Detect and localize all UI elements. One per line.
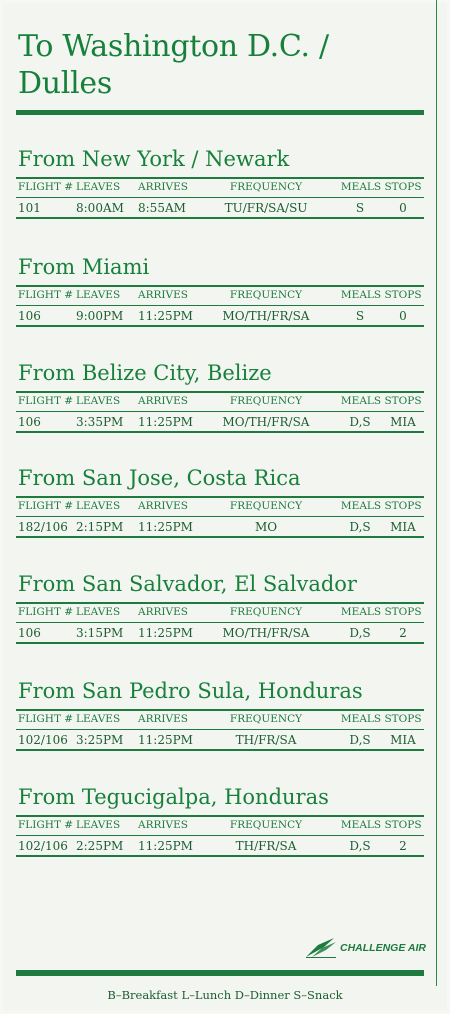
frequency: MO bbox=[254, 520, 278, 534]
departure-time: 8:00AM bbox=[76, 201, 124, 215]
stops: 0 bbox=[399, 201, 407, 215]
flight-number: 101 bbox=[18, 201, 41, 215]
stops: 2 bbox=[399, 626, 407, 640]
col-flight-header: FLIGHT # bbox=[18, 395, 74, 407]
arrival-time: 11:25PM bbox=[138, 520, 193, 534]
col-flight-header: FLIGHT # bbox=[18, 181, 74, 193]
col-flight-header: FLIGHT # bbox=[18, 500, 74, 512]
flight-number: 106 bbox=[18, 626, 41, 640]
title-divider bbox=[16, 110, 424, 115]
frequency: TH/FR/SA bbox=[235, 733, 297, 747]
col-arrives-header: ARRIVES bbox=[138, 500, 188, 512]
stops: MIA bbox=[390, 733, 416, 747]
right-margin-line bbox=[436, 0, 437, 986]
frequency: MO/TH/FR/SA bbox=[222, 626, 310, 640]
table-row bbox=[16, 623, 424, 642]
col-stops-header: STOPS bbox=[384, 713, 422, 725]
page-title-line-1: To Washington D.C. / bbox=[18, 29, 329, 64]
col-meals-header: MEALS bbox=[340, 395, 382, 407]
table-row bbox=[16, 730, 424, 749]
wing-logo-icon bbox=[304, 936, 338, 958]
table-header bbox=[16, 604, 424, 623]
departure-time: 3:15PM bbox=[76, 626, 124, 640]
col-frequency-header: FREQUENCY bbox=[229, 606, 303, 618]
table-row bbox=[16, 412, 424, 431]
meals: S bbox=[355, 201, 365, 215]
col-leaves-header: LEAVES bbox=[76, 181, 121, 193]
col-meals-header: MEALS bbox=[340, 606, 382, 618]
col-frequency-header: FREQUENCY bbox=[229, 395, 303, 407]
col-frequency-header: FREQUENCY bbox=[229, 713, 303, 725]
meals: D,S bbox=[349, 626, 371, 640]
origin-heading: From New York / Newark bbox=[18, 147, 290, 171]
col-leaves-header: LEAVES bbox=[76, 713, 121, 725]
stops: 2 bbox=[399, 839, 407, 853]
flight-table bbox=[16, 709, 424, 751]
table-header bbox=[16, 287, 424, 306]
col-stops-header: STOPS bbox=[384, 819, 422, 831]
table-header bbox=[16, 179, 424, 198]
departure-time: 3:25PM bbox=[76, 733, 124, 747]
flight-number: 106 bbox=[18, 309, 41, 323]
flight-section bbox=[16, 678, 424, 751]
table-header bbox=[16, 817, 424, 836]
flight-table bbox=[16, 496, 424, 538]
frequency: MO/TH/FR/SA bbox=[222, 309, 310, 323]
table-row bbox=[16, 306, 424, 325]
origin-heading: From San Salvador, El Salvador bbox=[18, 572, 357, 596]
flight-section bbox=[16, 254, 424, 327]
arrival-time: 11:25PM bbox=[138, 626, 193, 640]
departure-time: 9:00PM bbox=[76, 309, 124, 323]
col-stops-header: STOPS bbox=[384, 606, 422, 618]
stops: MIA bbox=[390, 520, 416, 534]
meals: D,S bbox=[349, 733, 371, 747]
frequency: MO/TH/FR/SA bbox=[222, 415, 310, 429]
col-arrives-header: ARRIVES bbox=[138, 289, 188, 301]
col-stops-header: STOPS bbox=[384, 181, 422, 193]
flight-number: 182/106 bbox=[18, 520, 68, 534]
col-meals-header: MEALS bbox=[340, 819, 382, 831]
stops: 0 bbox=[399, 309, 407, 323]
col-flight-header: FLIGHT # bbox=[18, 606, 74, 618]
flight-number: 106 bbox=[18, 415, 41, 429]
flight-table bbox=[16, 602, 424, 644]
frequency: TH/FR/SA bbox=[235, 839, 297, 853]
flight-section bbox=[16, 571, 424, 644]
bottom-divider bbox=[16, 970, 424, 976]
col-arrives-header: ARRIVES bbox=[138, 181, 188, 193]
origin-heading: From Miami bbox=[18, 255, 150, 279]
col-meals-header: MEALS bbox=[340, 500, 382, 512]
challenge-air-logo bbox=[304, 936, 428, 960]
meals: D,S bbox=[349, 520, 371, 534]
table-row bbox=[16, 836, 424, 855]
col-arrives-header: ARRIVES bbox=[138, 713, 188, 725]
origin-heading: From San Jose, Costa Rica bbox=[18, 466, 301, 490]
meals: S bbox=[355, 309, 365, 323]
meals: D,S bbox=[349, 415, 371, 429]
col-frequency-header: FREQUENCY bbox=[229, 500, 303, 512]
frequency: TU/FR/SA/SU bbox=[224, 201, 308, 215]
arrival-time: 11:25PM bbox=[138, 309, 193, 323]
table-header bbox=[16, 711, 424, 730]
col-leaves-header: LEAVES bbox=[76, 395, 121, 407]
col-stops-header: STOPS bbox=[384, 395, 422, 407]
flight-number: 102/106 bbox=[18, 839, 68, 853]
col-flight-header: FLIGHT # bbox=[18, 819, 74, 831]
flight-table bbox=[16, 815, 424, 857]
origin-heading: From Tegucigalpa, Honduras bbox=[18, 785, 329, 809]
col-flight-header: FLIGHT # bbox=[18, 713, 74, 725]
col-stops-header: STOPS bbox=[384, 500, 422, 512]
col-frequency-header: FREQUENCY bbox=[229, 289, 303, 301]
page-title-line-2: Dulles bbox=[18, 66, 112, 101]
flight-section bbox=[16, 465, 424, 538]
origin-heading: From San Pedro Sula, Honduras bbox=[18, 679, 363, 703]
table-row bbox=[16, 517, 424, 536]
col-flight-header: FLIGHT # bbox=[18, 289, 74, 301]
page-title bbox=[18, 28, 329, 102]
arrival-time: 11:25PM bbox=[138, 839, 193, 853]
logo-text: CHALLENGE AIR bbox=[340, 942, 426, 954]
col-leaves-header: LEAVES bbox=[76, 606, 121, 618]
col-leaves-header: LEAVES bbox=[76, 289, 121, 301]
col-leaves-header: LEAVES bbox=[76, 819, 121, 831]
col-meals-header: MEALS bbox=[340, 713, 382, 725]
col-leaves-header: LEAVES bbox=[76, 500, 121, 512]
flight-section bbox=[16, 146, 424, 219]
col-meals-header: MEALS bbox=[340, 181, 382, 193]
flight-table bbox=[16, 177, 424, 219]
flight-number: 102/106 bbox=[18, 733, 68, 747]
arrival-time: 11:25PM bbox=[138, 733, 193, 747]
flight-table bbox=[16, 285, 424, 327]
flight-section bbox=[16, 784, 424, 857]
departure-time: 2:25PM bbox=[76, 839, 124, 853]
col-meals-header: MEALS bbox=[340, 289, 382, 301]
departure-time: 2:15PM bbox=[76, 520, 124, 534]
col-frequency-header: FREQUENCY bbox=[229, 181, 303, 193]
table-header bbox=[16, 498, 424, 517]
departure-time: 3:35PM bbox=[76, 415, 124, 429]
col-frequency-header: FREQUENCY bbox=[229, 819, 303, 831]
meals: D,S bbox=[349, 839, 371, 853]
col-arrives-header: ARRIVES bbox=[138, 819, 188, 831]
flight-table bbox=[16, 391, 424, 433]
table-row bbox=[16, 198, 424, 217]
col-arrives-header: ARRIVES bbox=[138, 606, 188, 618]
stops: MIA bbox=[390, 415, 416, 429]
origin-heading: From Belize City, Belize bbox=[18, 361, 272, 385]
col-arrives-header: ARRIVES bbox=[138, 395, 188, 407]
flight-section bbox=[16, 360, 424, 433]
meals-legend: B–Breakfast L–Lunch D–Dinner S–Snack bbox=[107, 988, 343, 1002]
table-header bbox=[16, 393, 424, 412]
col-stops-header: STOPS bbox=[384, 289, 422, 301]
arrival-time: 11:25PM bbox=[138, 415, 193, 429]
arrival-time: 8:55AM bbox=[138, 201, 186, 215]
